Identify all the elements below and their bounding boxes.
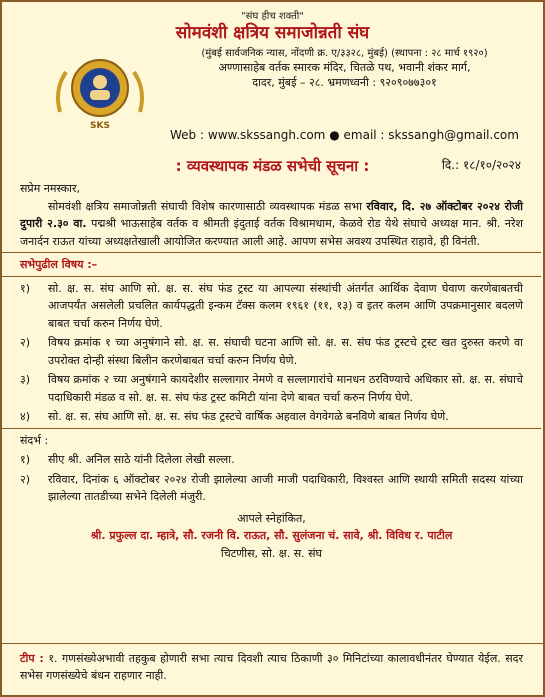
email-link[interactable]: skssangh@gmail.com — [388, 128, 519, 142]
bullet-icon: ● — [329, 128, 340, 142]
greeting: सप्रेम नमस्कार, — [20, 182, 81, 195]
divider — [2, 252, 541, 253]
divider — [2, 428, 541, 429]
logo-lettering: SKS — [90, 121, 110, 131]
intro-text-a: सोमवंशी क्षत्रिय समाजोन्नती संघाची विशेष कारणासाठी व्यवस्थापक मंडळ सभा — [48, 199, 363, 213]
website-link[interactable]: www.skssangh.com — [207, 128, 326, 142]
notice-date: दि.: १८/१०/२०२४ — [441, 158, 521, 172]
notice-body — [20, 180, 523, 562]
meeting-datetime: रविवार, दि. २७ ऑक्टोबर २०२४ रोजी दुपारी २.३० वा. — [20, 199, 523, 230]
address-line-2: दादर, मुंबई – २८. भ्रमणध्वनी : ९२०९०७७३०१ — [252, 76, 437, 89]
closing: आपले स्नेहांकित, — [237, 511, 306, 525]
registration-line: (मुंबई सार्वजनिक न्यास, नोंदणी क्र. ए/३३२८, मुंबई) (स्थापना : २८ मार्च १९२०) — [201, 48, 488, 59]
emblem-logo — [52, 50, 148, 136]
email-label: email : — [343, 128, 385, 142]
agenda-item: ४) सो. क्ष. स. संघ आणि सो. क्ष. स. संघ फंड ट्रस्टचे वार्षिक अहवाल वेगवेगळे बनविणे बाबत निर्णय घेणे. — [20, 410, 449, 423]
contact-line — [152, 128, 537, 142]
agenda-item: २) विषय क्रमांक १ च्या अनुषंगाने सो. क्ष. स. संघाची घटना आणि सो. क्ष. स. संघ फंड ट्रस्टचे ट्रस्ट खत दुरुस्त करणे वा उपरोक्त दोन्ही संस्था बिलीन करणेबाबत चर्चा करुन निर्णय घेणे. — [20, 336, 523, 367]
agenda-item: ३) विषय क्रमांक २ च्या अनुषंगाने कायदेशीर सल्लागार नेमणे व सल्लागारांचे मानधन ठरविण्याचे अधिकार सो. क्ष. स. संघाचे पदाधिकारी मंडळ व सो. क्ष. स. संघ फंड ट्रस्ट कमिटी यांना देणे बाबत चर्चा करुन निर्णय घेणे. — [20, 373, 523, 404]
reference-heading: संदर्भ : — [20, 433, 49, 447]
note-text: १. गणसंख्येअभावी तहकुब होणारी सभा त्याच दिवशी त्याच ठिकाणी ३० मिनिटांच्या कालावधीनंतर घेण्यात येईल. सदर सभेस गणसंख्येचे बंधन राहणार नाही. — [20, 652, 524, 682]
reference-item: १) सीए श्री. अनिल साठे यांनी दिलेला लेखी सल्ला. — [20, 453, 235, 466]
divider — [2, 276, 541, 277]
intro-paragraph — [20, 198, 523, 251]
title-row — [2, 152, 543, 178]
agenda-heading: सभेपुढील विषय :– — [20, 258, 98, 271]
web-label: Web : — [170, 128, 205, 142]
reference-item: २) रविवार, दिनांक ६ ऑक्टोबर २०२४ रोजी झालेल्या आजी माजी पदाधिकारी, विश्वस्त आणि स्थायी समिती सदस्य यांच्या झालेल्या तातडीच्या सभेने दिलेली मंजुरी. — [20, 472, 523, 503]
note-label: टीप : — [20, 652, 44, 665]
intro-text-b: पद्मश्री भाऊसाहेब वर्तक व श्रीमती इंदुताई वर्तक विश्रामधाम, केळवे रोड येथे संघाचे अध्यक्ष मान. श्री. नरेश जनार्दन राऊत यांच्या अध्यक्षतेखाली आयोजित करण्यात आली आहे. आपण सभेस अवश्य उपस्थित राहावे, ही विनंती. — [20, 217, 523, 248]
footnote — [2, 643, 543, 695]
agenda-item: १) सो. क्ष. स. संघ आणि सो. क्ष. स. संघ फंड ट्रस्ट या आपल्या संस्थांची अंतर्गत आर्थिक देवाण घेवाण करणेबाबतची आजपर्यंत असलेली प्रचलित कार्यपद्धती इन्कम टॅक्स कलम १९६१ (११, १३) व इतर कलम आणि उपक्रमानुसार बदलणे बाबत चर्चा करुन निर्णय घेणे. — [20, 281, 523, 330]
signatories: श्री. प्रफुल्ल दा. म्हात्रे, सौ. रजनी वि. राऊत, सौ. सुलंजना चं. सावे, श्री. विविध र. पाटील — [90, 529, 453, 542]
motto: "संघ हीच शक्ती" — [241, 11, 304, 22]
organization-name: सोमवंशी क्षत्रिय समाजोन्नती संघ — [175, 23, 370, 43]
letterhead — [2, 2, 543, 152]
notice-title: : व्यवस्थापक मंडळ सभेची सूचना : — [175, 157, 370, 175]
signatory-role: चिटणीस, सो. क्ष. स. संघ — [220, 546, 323, 560]
address-line-1: अण्णासाहेब वर्तक स्मारक मंदिर, चितळे पथ, भवानी शंकर मार्ग, — [218, 61, 471, 74]
